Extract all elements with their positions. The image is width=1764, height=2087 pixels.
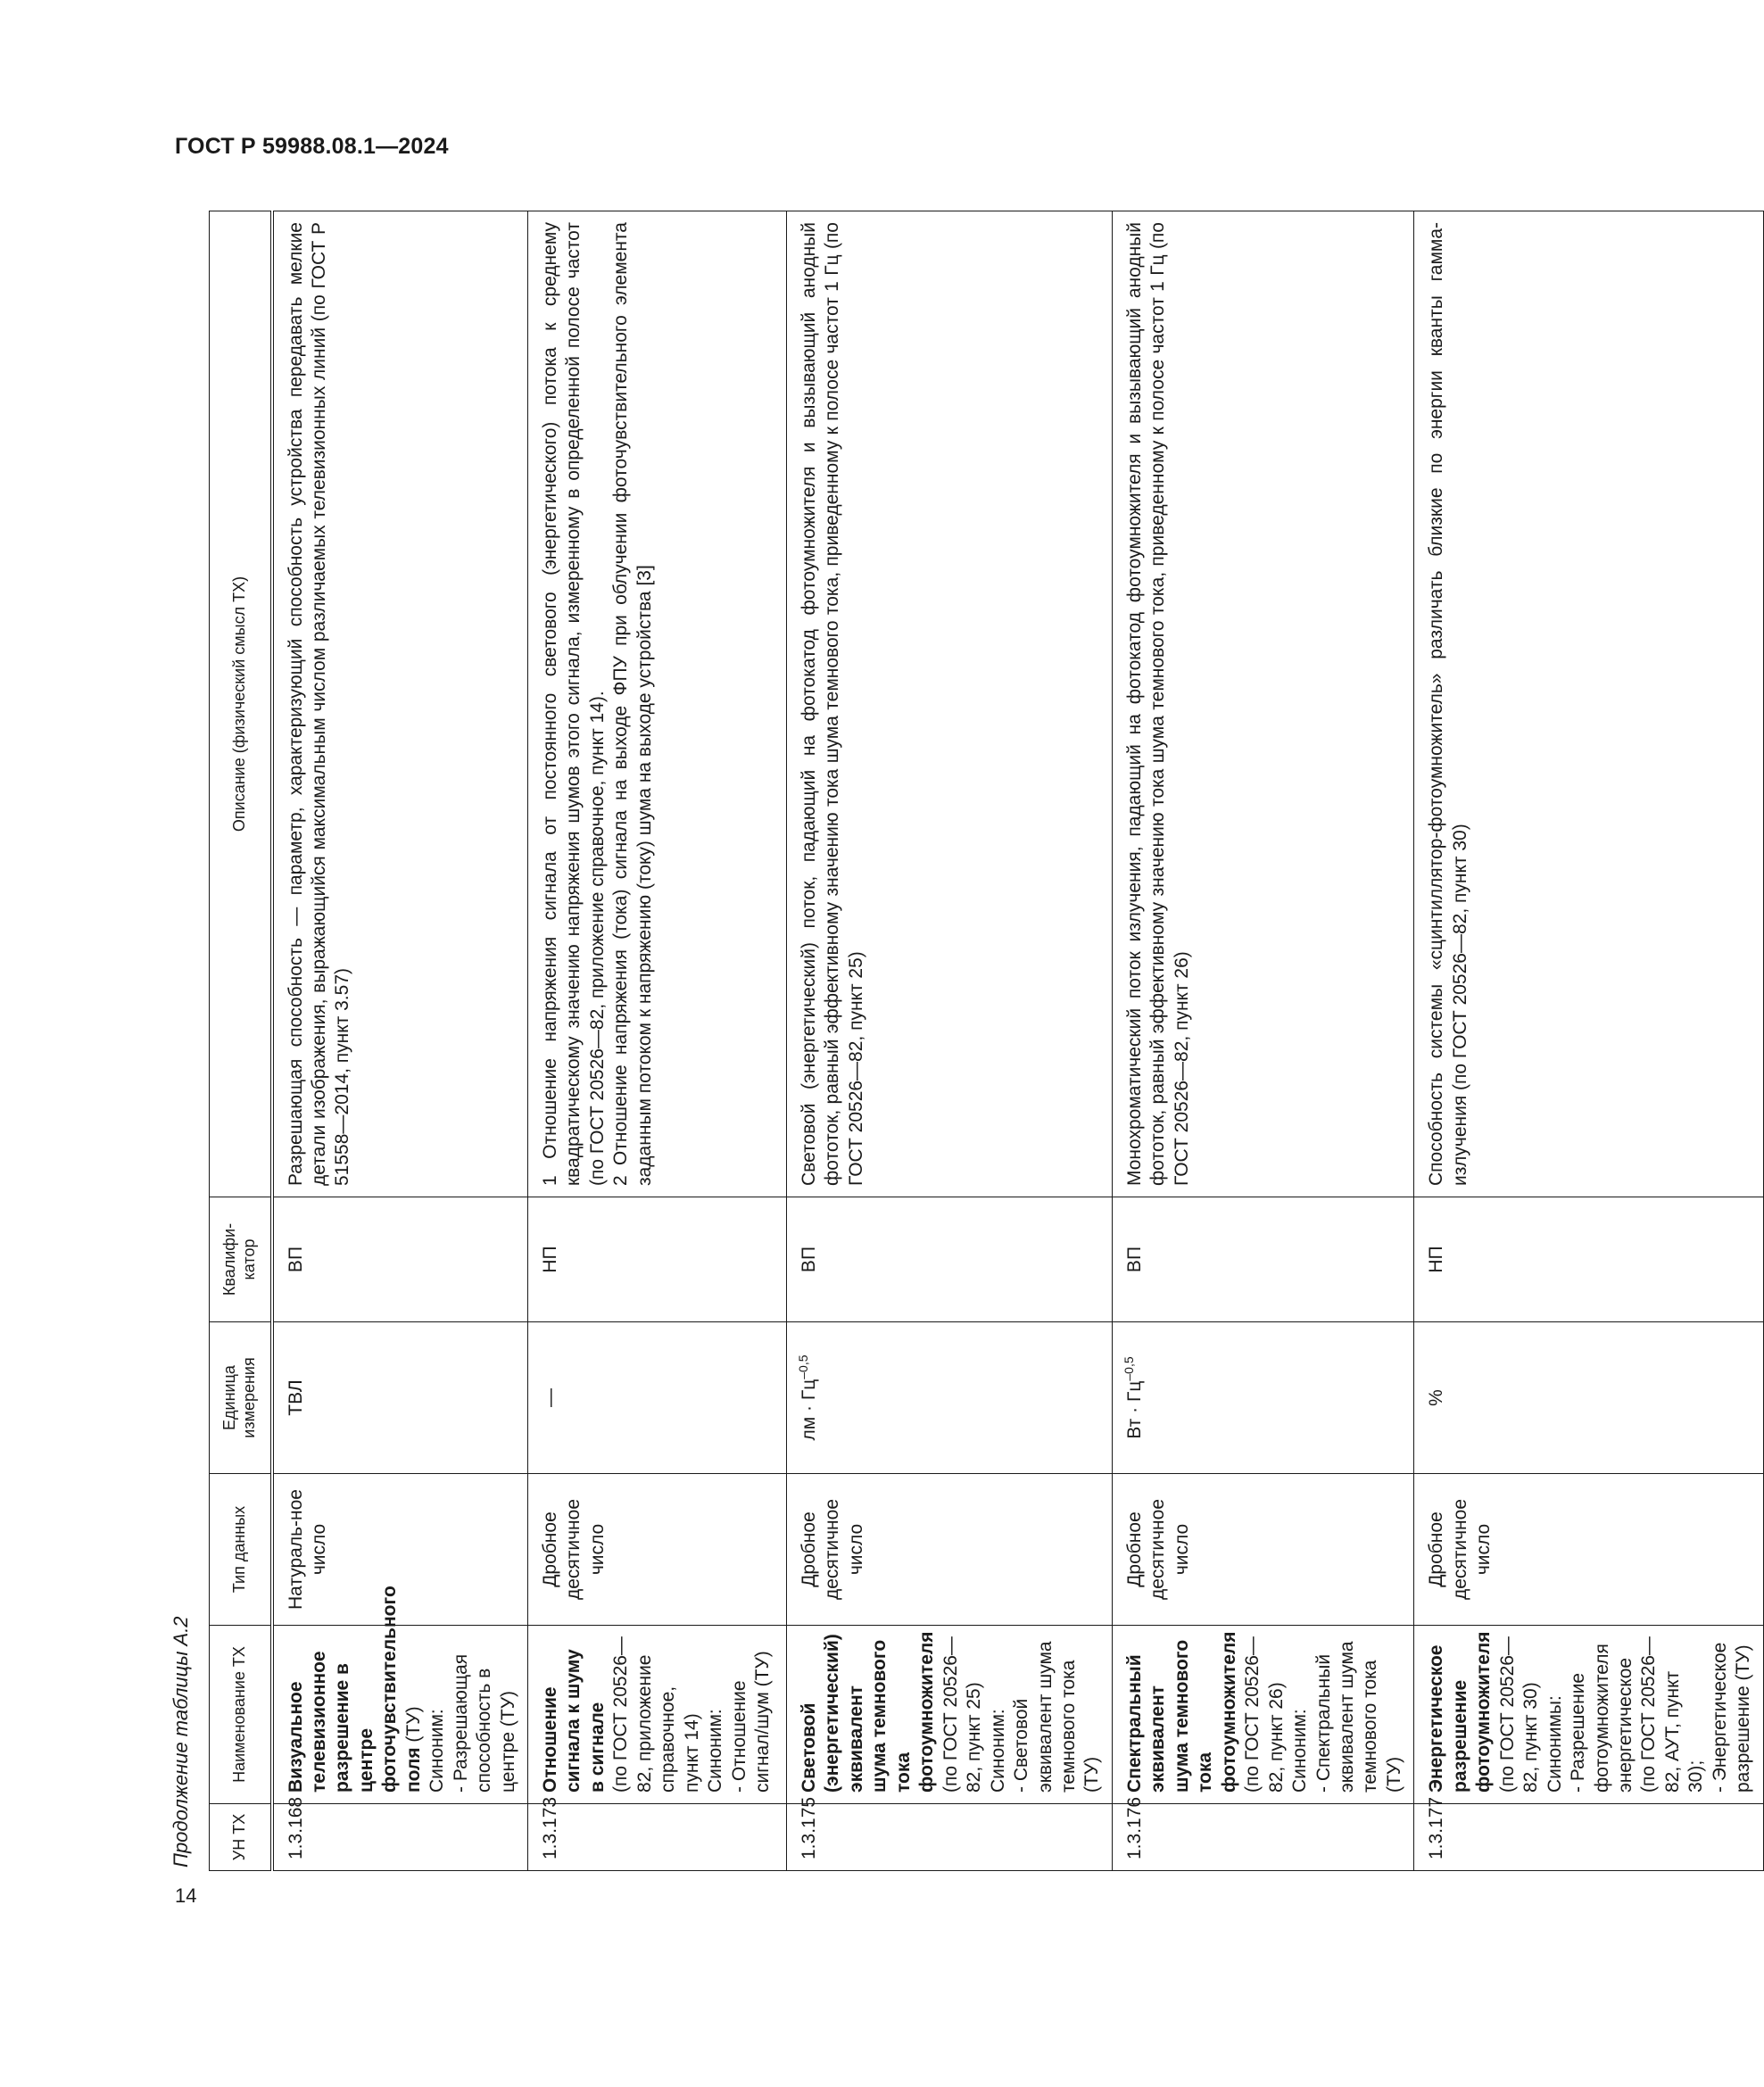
code-text: 1.3.168 [285,1796,306,1859]
table-row [787,211,1113,1871]
column-header-name: Наименование ТХ [210,1626,272,1804]
cell-data-type [1414,1474,1763,1626]
qualifier-text: ВП [285,1246,306,1273]
cell-unit [272,1322,528,1474]
name-bold-text: Визуальное телевизионное разрешение в центре фоточувствительного поля [285,1586,424,1793]
qualifier-text: ВП [799,1246,820,1273]
table-row [528,211,787,1871]
characteristics-table [209,211,1764,1871]
unit-text: Вт · Гц [1123,1380,1145,1439]
rotated-table-container [209,211,1754,1871]
code-text: 1.3.173 [540,1796,561,1859]
qualifier-text: ВП [1123,1246,1145,1273]
table-row [1414,211,1763,1871]
cell-data-type [787,1474,1113,1626]
cell-unit [1414,1322,1763,1474]
qualifier-text: НП [540,1246,561,1273]
cell-name [1414,1626,1763,1804]
name-line: Синоним: [427,1709,448,1793]
cell-qualifier [787,1197,1113,1322]
table-body [272,211,1764,1871]
unit-exponent: –0,5 [796,1354,811,1379]
unit-text: % [1426,1389,1447,1406]
cell-qualifier [528,1197,787,1322]
data-type-text: Натураль-ное число [285,1489,329,1611]
qualifier-text: НП [1426,1246,1447,1273]
cell-unit [1112,1322,1413,1474]
description-line: Монохроматический поток излучения, падающий на фотокатод фотоумножителя и вызывающий анодный фототок, равный эффективному значению тока шума темнового тока, приведенному к полосе частот 1 Гц (по ГОСТ 20526—82, пункт 26) [1123,222,1192,1186]
data-type-text: Дробное десятичное число [799,1498,866,1601]
name-suffix-text: (по ГОСТ 20526—82, пункт 26) [1242,1636,1287,1793]
name-bold-text: Спектральный эквивалент шума темнового тока фотоумножителя [1123,1631,1239,1793]
cell-code [528,1796,787,1871]
page-number: 14 [175,1884,197,1907]
cell-data-type [1112,1474,1413,1626]
name-bold-text: Энергетическое разрешение фотоумножителя [1426,1631,1495,1793]
cell-code [1112,1796,1413,1871]
table-caption: Продолжение таблицы А.2 [170,1616,192,1868]
cell-name [528,1626,787,1804]
name-line: - Разрешение фотоумножителя энергетическое (по ГОСТ 20526—82, АУТ, пункт 30); [1568,1636,1707,1793]
name-bold-text: Отношение сигнала к шуму в сигнале [540,1649,608,1793]
name-line: (по ГОСТ 20526—82, приложение справочное, пункт 14) [610,1636,702,1793]
name-line: (по ГОСТ 20526—82, пункт 25) [940,1636,985,1793]
name-line: - Спектральный эквивалент шума темнового тока (ТУ) [1313,1641,1404,1793]
description-line: 2 Отношение напряжения (тока) сигнала на выходе ФПУ при облучении фоточувствительного элемента заданным потоком к напряжению (току) шума на выходе устройства [3] [610,222,655,1186]
cell-unit [787,1322,1113,1474]
name-line: Синоним: [987,1709,1008,1793]
code-text: 1.3.177 [1426,1796,1447,1859]
name-line: - Разрешающая способность в центре (ТУ) [450,1653,518,1793]
cell-data-type [528,1474,787,1626]
unit-text: ТВЛ [285,1379,306,1416]
cell-code [787,1796,1113,1871]
cell-qualifier [272,1197,528,1322]
cell-name [272,1586,528,1804]
cell-description [1414,211,1763,1197]
name-line: Синоним: [1289,1709,1311,1793]
name-line: - Энергетическое разрешение (ТУ) [1709,1642,1754,1793]
document-header: ГОСТ Р 59988.08.1—2024 [175,134,449,159]
cell-qualifier [1414,1197,1763,1322]
unit-exponent: –0,5 [1121,1356,1136,1381]
unit-text: — [540,1388,561,1407]
description-line: 1 Отношение напряжения сигнала от постоянного светового (энергетического) потока к среднему квадратическому значению напряжения шумов этого сигнала, измеренному в определенной полосе частот (по ГОСТ 20526—82, приложение справочное, пункт 14). [540,222,608,1186]
name-bold-text: Световой (энергетический) эквивалент шума темнового тока фотоумножителя [799,1631,938,1793]
cell-qualifier [1112,1197,1413,1322]
code-text: 1.3.175 [799,1796,820,1859]
cell-description [787,211,1113,1197]
unit-text: лм · Гц [799,1379,820,1441]
column-header-unit: Единица измерения [210,1322,272,1474]
table-header-row [210,211,272,1871]
column-header-data-type: Тип данных [210,1474,272,1626]
table-row [272,211,528,1871]
cell-description [1112,211,1413,1197]
table-row [1112,211,1413,1871]
name-line: - Световой эквивалент шума темнового тока (ТУ) [1011,1641,1103,1793]
cell-code [1414,1796,1763,1871]
name-line: (по ГОСТ 20526—82, пункт 30) [1496,1636,1542,1793]
column-header-description: Описание (физический смысл ТХ) [210,211,272,1197]
code-text: 1.3.176 [1123,1796,1145,1859]
description-line: Способность системы «сцинтиллятор-фотоумножитель» различать близкие по энергии кванты гамма-излучения (по ГОСТ 20526—82, пункт 30) [1426,222,1470,1186]
cell-name [787,1626,1113,1804]
name-suffix-text: (ТУ) [402,1706,424,1748]
cell-description [272,211,528,1197]
data-type-text: Дробное десятичное число [540,1498,608,1601]
cell-unit [528,1322,787,1474]
data-type-text: Дробное десятичное число [1123,1498,1192,1601]
description-line: Разрешающая способность — параметр, характеризующий способность устройства передавать мелкие детали изображения, выражающийся максимальным числом различаемых телевизионных линий (по ГОСТ Р 51558—2014, пункт 3.57) [285,222,353,1186]
data-type-text: Дробное десятичное число [1426,1498,1495,1601]
column-header-code: УН ТХ [210,1804,272,1871]
name-line: Синоним: [705,1709,726,1793]
name-line: - Отношение сигнал/шум (ТУ) [728,1651,774,1793]
description-line: Световой (энергетический) поток, падающий на фотокатод фотоумножителя и вызывающий анодный фототок, равный эффективному значению тока шума темнового тока, приведенному к полосе частот 1 Гц (по ГОСТ 20526—82, пункт 25) [799,222,866,1186]
cell-code [272,1796,528,1871]
cell-description [528,211,787,1197]
name-line: Синонимы: [1544,1695,1565,1793]
cell-name [1112,1626,1413,1804]
column-header-qualifier: Квалифи-катор [210,1197,272,1322]
